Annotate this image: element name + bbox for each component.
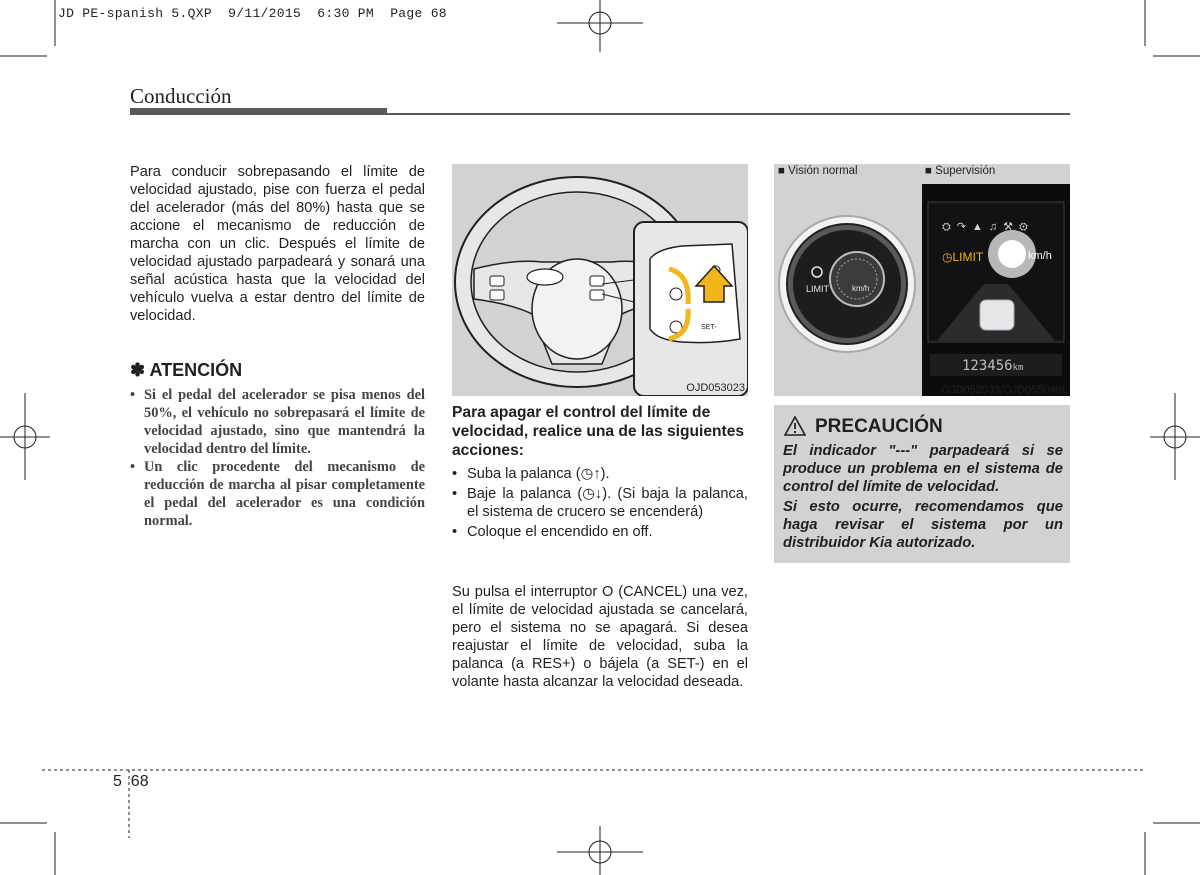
display-limit-label: ◷LIMIT xyxy=(942,250,984,264)
attention-heading xyxy=(130,360,242,381)
print-header xyxy=(58,6,447,21)
turn-off-item: • Coloque el encendido en off. xyxy=(452,523,748,541)
precaution-paragraph: El indicador "---" parpadeará si se produce un problema en el sistema de control del límite de velocidad. xyxy=(783,443,1063,495)
turn-off-item: • Suba la palanca (◷↑). xyxy=(452,465,748,483)
print-page-label: Page 68 xyxy=(390,6,447,21)
print-file: JD PE-spanish 5.QXP xyxy=(58,6,212,21)
attention-item: • Si el pedal del acelerador se pisa menos del 50%, el vehículo no sobrepasará el límite de velocidad ajustado, sino que mantendrá la velocidad dentro del límite. xyxy=(130,386,425,458)
section-title: Conducción xyxy=(130,84,232,108)
steering-wheel-illustration xyxy=(452,164,748,396)
title-bar xyxy=(130,108,387,115)
figure-caption: OJD052033/OJD055046L xyxy=(941,384,1068,396)
page-number xyxy=(113,773,149,791)
print-date: 9/11/2015 xyxy=(228,6,302,21)
precaution-paragraph: Si esto ocurre, recomendamos que haga revisar el sistema por un distribuidor Kia autorizado. xyxy=(783,499,1063,551)
intro-paragraph: Para conducir sobrepasando el límite de velocidad ajustado, pise con fuerza el pedal del acelerador (más del 80%) hasta que se accione el mecanismo de reducción de marcha con un clic. Después el límite de velocidad ajustado parpadeará y sonará una señal acústica hasta que la velocidad del vehículo vuelva a estar dentro del límite de velocidad. xyxy=(130,164,425,324)
gauge-limit-label: LIMIT xyxy=(806,284,830,294)
supervision-display xyxy=(922,184,1070,396)
label-normal-view: ■ Visión normal xyxy=(778,165,858,177)
chapter-number: 5 xyxy=(113,773,122,790)
display-icons: ⛭↷▲♫⚒⚙ xyxy=(942,221,1034,233)
figure-set-label: SET- xyxy=(701,324,717,331)
cluster-figure xyxy=(774,164,1070,396)
precaution-text xyxy=(783,442,1063,554)
cancel-paragraph: Su pulsa el interruptor O (CANCEL) una vez, el límite de velocidad ajustada se cancelará, pero el sistema no se apagará. Si desea reajustar el límite de velocidad, suba la palanca (a RES+) o bájela (a SET-) en el volante hasta alcanzar la velocidad deseada. xyxy=(452,584,748,690)
precaution-title: PRECAUCIÓN xyxy=(815,416,943,437)
speed-limit-up-icon: ◷↑ xyxy=(580,466,601,482)
print-time: 6:30 PM xyxy=(317,6,374,21)
turn-off-item: • Baje la palanca (◷↓). (Si baja la palanca, el sistema de crucero se encenderá) xyxy=(452,485,748,521)
attention-title: ATENCIÓN xyxy=(149,360,243,380)
gauge-illustration xyxy=(774,184,920,396)
warning-icon xyxy=(784,416,806,436)
title-rule xyxy=(387,113,1070,115)
attention-item: • Un clic procedente del mecanismo de reducción de marcha al pisar completamente el pedal del acelerador es una condición normal. xyxy=(130,458,425,530)
attention-icon: ✽ xyxy=(130,360,146,380)
gauge-unit-label: km/h xyxy=(852,284,870,293)
attention-list xyxy=(130,386,425,530)
display-unit-label: km/h xyxy=(1028,250,1052,262)
odometer-value: 123456km xyxy=(962,358,1024,374)
page-number-value: 68 xyxy=(130,773,149,790)
label-supervision: ■ Supervisión xyxy=(925,165,996,177)
turn-off-list xyxy=(452,465,748,543)
steering-wheel-figure xyxy=(452,164,748,396)
figure-caption: OJD053023 xyxy=(686,382,745,394)
turn-off-heading: Para apagar el control del límite de velocidad, realice una de las siguientes acciones: xyxy=(452,404,745,459)
speed-limit-down-icon: ◷↓ xyxy=(582,486,603,502)
